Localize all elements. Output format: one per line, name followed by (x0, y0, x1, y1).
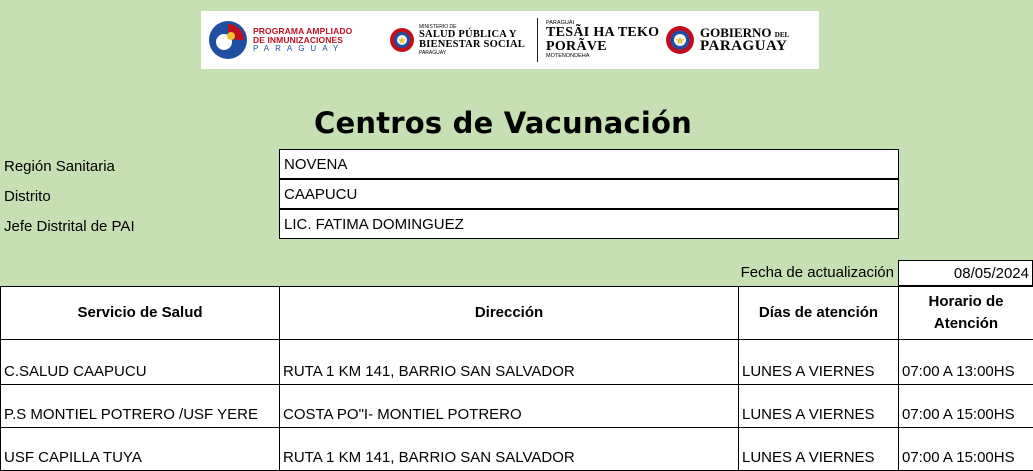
cell-dias: LUNES A VIERNES (739, 428, 899, 471)
header-logos-banner (201, 11, 819, 69)
tesai-line2: PORÃVE (546, 40, 659, 54)
cell-direccion: RUTA 1 KM 141, BARRIO SAN SALVADOR (280, 428, 739, 471)
msp-small-top: MINISTERIO DE (419, 25, 525, 30)
cell-direccion: COSTA PO"I- MONTIEL POTRERO (280, 385, 739, 428)
page-title: Centros de Vacunación (0, 106, 1006, 140)
gobierno-line1-suffix: DEL (775, 31, 789, 39)
cell-horario: 07:00 A 13:00HS (899, 340, 1033, 385)
region-sanitaria-label: Región Sanitaria (4, 158, 115, 175)
cell-horario: 07:00 A 15:00HS (899, 385, 1033, 428)
pai-logo (207, 11, 389, 69)
cell-servicio: P.S MONTIEL POTRERO /USF YERE (1, 385, 280, 428)
header-direccion: Dirección (280, 287, 739, 340)
tesai-small-bottom: MOTENONDEHA (546, 54, 659, 60)
header-servicio-salud: Servicio de Salud (1, 287, 280, 340)
cell-horario: 07:00 A 15:00HS (899, 428, 1033, 471)
jefe-distrital-label: Jefe Distrital de PAI (4, 218, 135, 235)
pai-emblem-icon (207, 19, 249, 61)
distrito-value: CAAPUCU (279, 179, 899, 209)
cell-servicio: C.SALUD CAAPUCU (1, 340, 280, 385)
gobierno-seal-icon (665, 25, 695, 55)
pai-line3: PARAGUAY (253, 45, 352, 53)
tesai-logo (537, 11, 665, 69)
header-horario-atencion: Horario de Atención (899, 287, 1033, 340)
paraguay-seal-icon (389, 27, 415, 53)
table-row (1, 385, 1033, 428)
gobierno-paraguay-logo (665, 11, 805, 69)
cell-servicio: USF CAPILLA TUYA (1, 428, 280, 471)
fecha-actualizacion-value: 08/05/2024 (898, 260, 1033, 286)
tesai-small-top: PARAGUÁI (546, 21, 659, 27)
vaccination-centers-table (0, 286, 1033, 471)
tesai-line1: TESÃI HA TEKO (546, 26, 659, 40)
gobierno-line1: GOBIERNO (700, 25, 772, 40)
msp-line1: SALUD PÚBLICA Y (419, 30, 525, 41)
gobierno-line2: PARAGUAY (700, 39, 789, 54)
cell-direccion: RUTA 1 KM 141, BARRIO SAN SALVADOR (280, 340, 739, 385)
header-dias-atencion: Días de atención (739, 287, 899, 340)
pai-line1: PROGRAMA AMPLIADO (253, 27, 352, 36)
pai-line2: DE INMUNIZACIONES (253, 36, 352, 45)
distrito-label: Distrito (4, 188, 51, 205)
fecha-actualizacion-label: Fecha de actualización (741, 264, 894, 281)
table-header-row (1, 287, 1033, 340)
ministerio-salud-logo (389, 11, 537, 69)
table-row (1, 428, 1033, 471)
cell-dias: LUNES A VIERNES (739, 340, 899, 385)
jefe-distrital-value: LIC. FATIMA DOMINGUEZ (279, 209, 899, 239)
region-sanitaria-value: NOVENA (279, 149, 899, 179)
msp-small-bottom: PARAGUAY (419, 51, 525, 56)
msp-line2: BIENESTAR SOCIAL (419, 40, 525, 51)
cell-dias: LUNES A VIERNES (739, 385, 899, 428)
table-row (1, 340, 1033, 385)
